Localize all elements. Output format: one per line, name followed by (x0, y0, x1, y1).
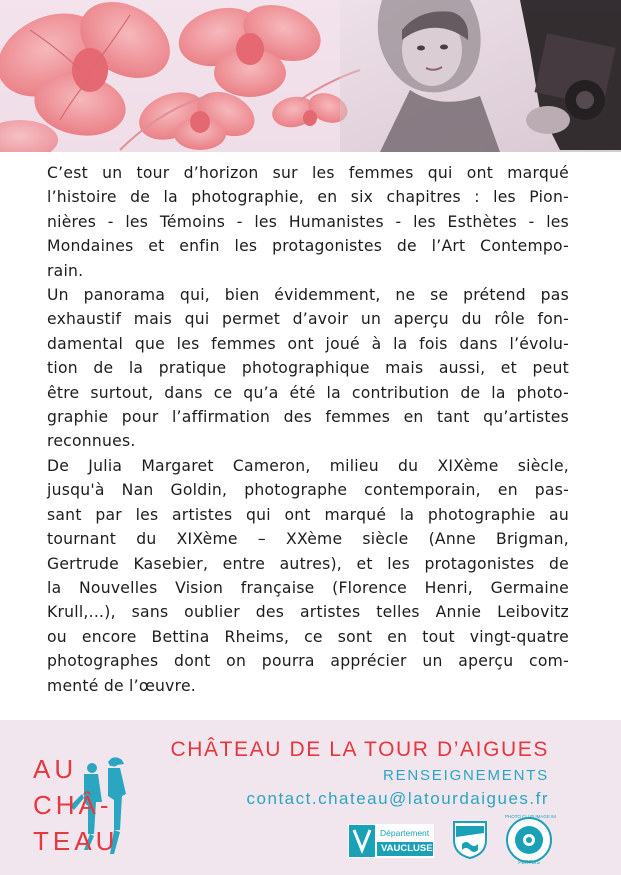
photo-club-logo (505, 814, 557, 868)
text-line: Krull,...), sans oublier des artistes telles Annie Leibovitz (47, 603, 569, 622)
paragraph-3 (47, 454, 569, 698)
vaucluse-logo (348, 824, 434, 858)
footer (0, 720, 621, 875)
text-line: rain. (47, 261, 84, 280)
au-chateau-logo (30, 754, 140, 866)
paragraph-2 (47, 283, 569, 454)
text-line: nières - les Témoins - les Humanistes - les Esthètes - les (47, 212, 569, 231)
text-line: Mondaines et enfin les protagonistes de l’Art Contempo- (47, 237, 569, 256)
orchid-flowers (0, 0, 360, 152)
venue-title: CHÂTEAU DE LA TOUR D’AIGUES (170, 738, 549, 761)
text-line: la Nouvelles Vision française (Florence Henri, Germaine (47, 578, 569, 597)
text-line: photographes dont on pourra apprécier un aperçu com- (47, 652, 569, 671)
text-line: menté de l’œuvre. (47, 676, 197, 695)
text-line: Gertrude Kasebier, entre autres), et les protagonistes de (47, 554, 569, 573)
text-line: l’histoire de la photographie, en six chapitres : les Pion- (47, 188, 569, 207)
text-line: ou encore Bettina Rheims, ce sont en tout vingt-quatre (47, 627, 569, 646)
text-line: tion de la pratique photographique mais aussi, et peut (47, 359, 569, 378)
text-line: Un panorama qui, bien évidemment, ne se prétend pas (47, 286, 569, 305)
text-line: graphie pour l’affirmation des femmes en tant qu’artistes (47, 408, 569, 427)
text-line: reconnues. (47, 432, 136, 451)
text-line: être surtout, dans ce qu’a été la contribution de la photo- (47, 383, 569, 402)
article-body (0, 152, 621, 720)
logo-line-3: TEAU (33, 826, 119, 856)
photographer-portrait (340, 0, 621, 152)
orchid-photographer-illustration (0, 0, 621, 152)
photo-club-ring-text: PHOTO CLUB IMAGE 84 (505, 814, 557, 819)
logo-line-2: CHÂ- (33, 790, 113, 820)
text-line: damental que les femmes ont joué à la fois dans l’évolu- (47, 334, 569, 353)
text-line: C’est un tour d’horizon sur les femmes qui ont marqué (47, 164, 569, 182)
text-line: sant par les artistes qui ont marqué la photographie au (47, 505, 569, 524)
logo-line-1: AU (33, 754, 78, 784)
paragraph-1 (47, 161, 569, 283)
text-line: exhaustif mais qui permet d’avoir un aperçu du rôle fon- (47, 310, 569, 329)
text-line: tournant du XIXème – XXème siècle (Anne Brigman, (47, 530, 569, 549)
vaucluse-line1: Département (380, 828, 430, 838)
article-text (47, 161, 569, 698)
vaucluse-line2: VAUCLUSE (381, 843, 433, 854)
text-line: jusqu'à Nan Goldin, photographe contemporain, en pas- (47, 481, 569, 500)
info-heading: RENSEIGNEMENTS (382, 767, 549, 784)
text-line: De Julia Margaret Cameron, milieu du XIXème siècle, (47, 456, 569, 475)
header-image (0, 0, 621, 152)
contact-email-link[interactable]: contact.chateau@latourdaigues.fr (246, 789, 549, 808)
region-crest-logo (452, 820, 488, 860)
photo-club-bottom-text: PERTUIS (518, 860, 540, 866)
shield-crest-icon (452, 820, 488, 860)
